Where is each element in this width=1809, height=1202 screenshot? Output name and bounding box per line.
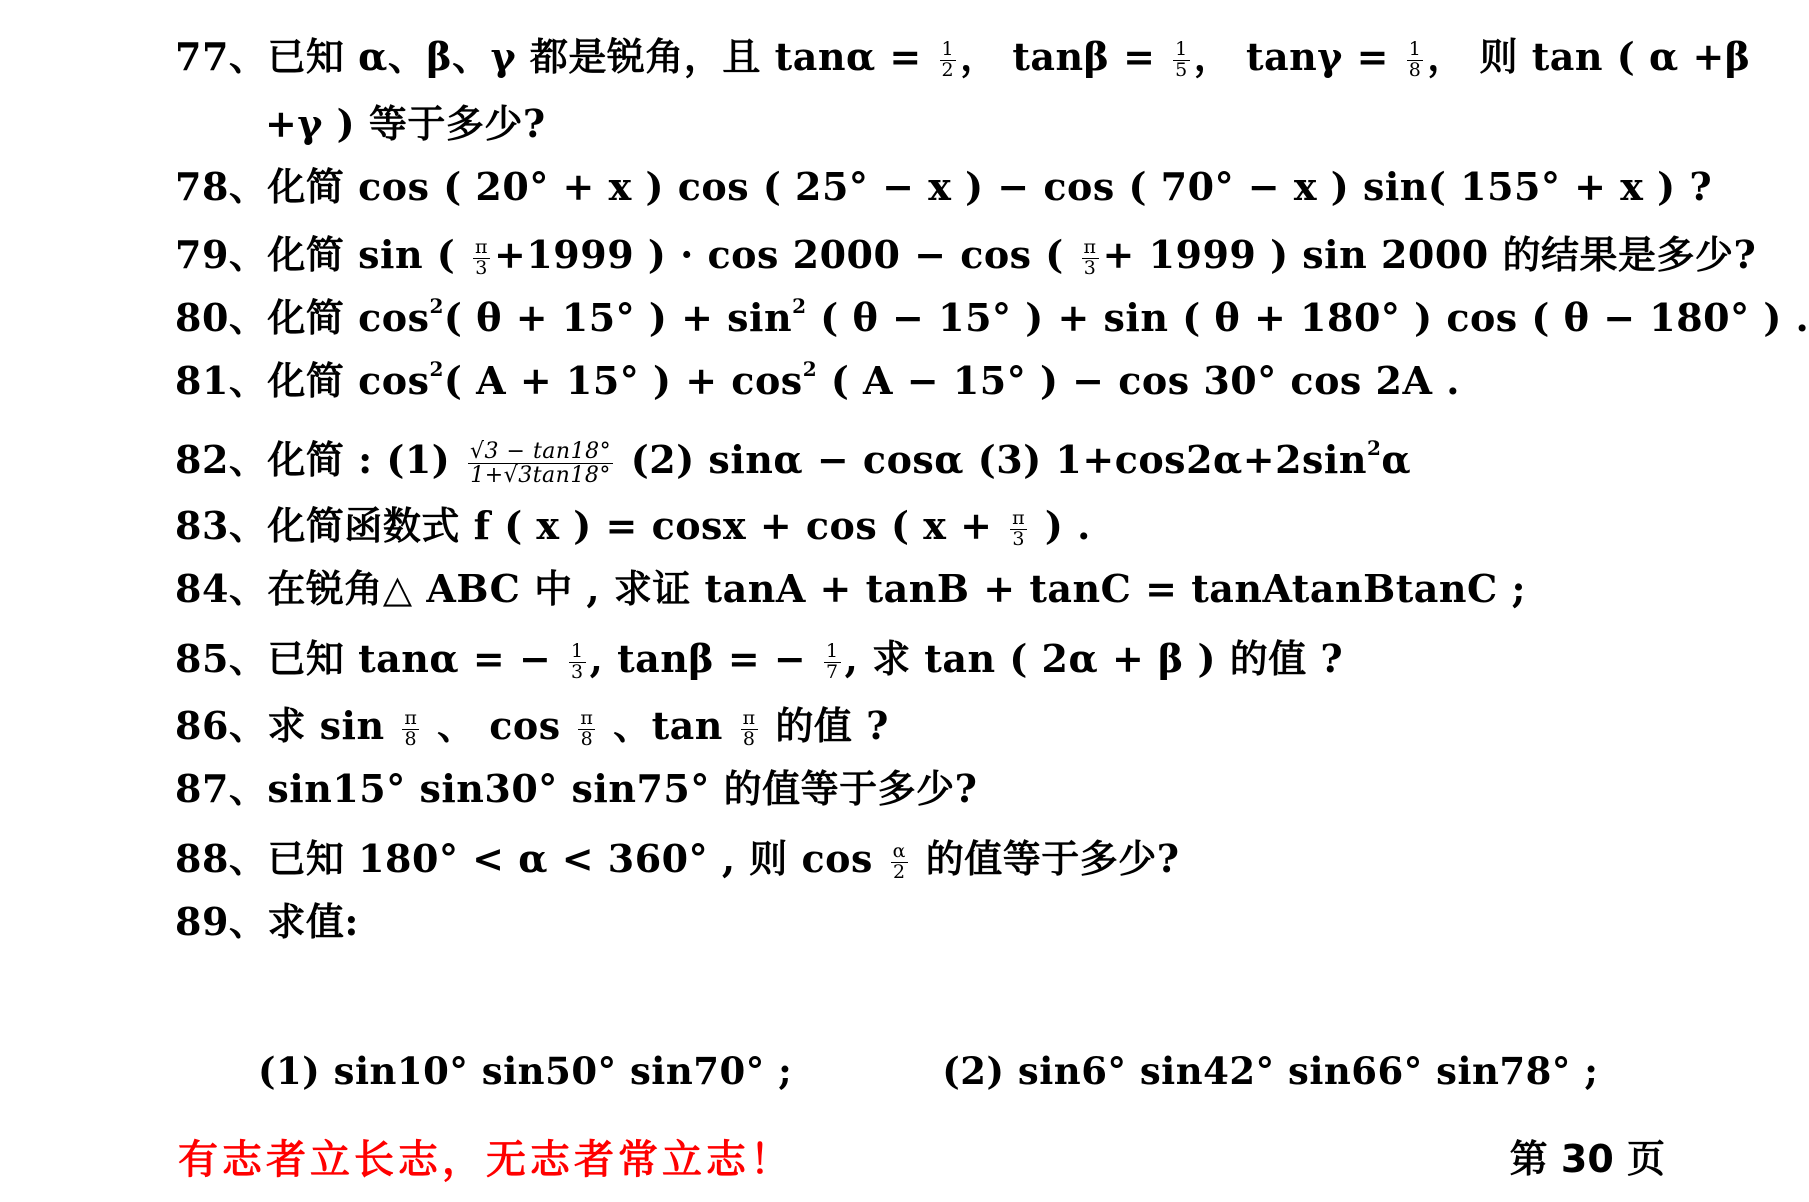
problem-text: α [1381, 437, 1412, 483]
problem-text: sin15° sin30° sin75° 的值等于多少? [267, 766, 978, 811]
fraction-denominator: 3 [571, 661, 584, 683]
problem-text: ) . [1031, 503, 1091, 548]
problem-number: 84、 [175, 566, 268, 611]
problem-text: 的值等于多少? [911, 836, 1180, 881]
problem-number: 86、 [175, 703, 268, 748]
fraction [473, 238, 490, 279]
fraction-numerator: π [1083, 236, 1097, 259]
problem-line [175, 766, 978, 811]
problem-text: ， tanγ = [1193, 34, 1403, 79]
problem-text: 已知 α、β、γ 都是锐角，且 tanα = [267, 34, 936, 79]
fraction [741, 709, 758, 750]
problem-text: , 求 tan ( 2α + β ) 的值 ? [844, 636, 1344, 681]
problem-text: 化简 cos [267, 358, 430, 403]
fraction-numerator: 1 [571, 640, 584, 663]
exponent: 2 [1367, 436, 1382, 461]
problem-text: 化简 sin ( [267, 232, 470, 277]
problem-text: ( θ − 15° ) + sin ( θ + 180° ) cos ( θ − 180° ) . [806, 295, 1809, 340]
problem-continuation: +γ ) 等于多少? [265, 101, 546, 146]
fraction-numerator: π [580, 707, 594, 730]
fraction-denominator: 3 [475, 257, 488, 279]
problem-line [175, 436, 1412, 489]
problem-text: 在锐角△ ABC 中 , 求证 tanA + tanB + tanC = tanAtanBtanC ; [267, 566, 1527, 611]
fraction [824, 642, 841, 683]
fraction-numerator: 1 [941, 38, 955, 61]
problem-89-subparts [258, 1049, 1599, 1093]
exponent: 2 [802, 357, 818, 381]
problem-number: 85、 [175, 636, 268, 681]
problem-line [175, 636, 1344, 683]
problem-text: 已知 180° < α < 360° , 则 cos [267, 836, 887, 881]
footer-motto: 有志者立长志，无志者常立志！ [178, 1136, 794, 1183]
fraction [402, 709, 419, 750]
fraction-denominator: 3 [1012, 528, 1025, 550]
problem-line [175, 357, 1460, 403]
page-number: 第 30 页 [1509, 1137, 1665, 1181]
fraction-numerator: 1 [1408, 38, 1422, 61]
fraction-numerator: α [892, 840, 906, 863]
problem-number: 80、 [175, 295, 268, 340]
fraction-denominator: 1+√3tan18° [470, 463, 611, 489]
subpart-1: (1) sin10° sin50° sin70° ; [258, 1049, 793, 1093]
problem-text: 求值: [267, 899, 359, 944]
fraction-denominator: 2 [941, 59, 955, 81]
problem-text: + 1999 ) sin 2000 的结果是多少? [1102, 232, 1757, 277]
problem-line [175, 836, 1180, 883]
fraction-numerator: √3 − tan18° [470, 439, 612, 464]
problem-text: 化简 : (1) [267, 437, 465, 483]
problem-text: ， tanβ = [960, 34, 1170, 79]
fraction-denominator: 2 [893, 861, 906, 883]
fraction [569, 642, 586, 683]
fraction [578, 709, 595, 750]
problem-text: 的值 ? [761, 703, 889, 748]
fraction-denominator: 8 [580, 728, 594, 750]
fraction-numerator: π [1012, 507, 1026, 530]
problem-text: 求 sin [267, 703, 399, 748]
problem-text: 化简函数式 f ( x ) = cosx + cos ( x + [267, 503, 1007, 548]
problem-line [175, 294, 1809, 340]
exponent: 2 [429, 357, 444, 381]
problem-line [175, 164, 1713, 209]
problem-line [175, 503, 1091, 550]
problem-text: 已知 tanα = − [267, 636, 566, 681]
problem-text: ， 则 tan ( α +β [1427, 34, 1751, 79]
fraction-numerator: 1 [1175, 38, 1188, 61]
problem-number: 88、 [175, 836, 268, 881]
fraction-denominator: 7 [826, 661, 839, 683]
problem-number: 83、 [175, 503, 268, 548]
problem-line [175, 232, 1757, 279]
problem-text: 、tan [599, 703, 737, 748]
fraction-numerator: π [404, 707, 418, 730]
fraction-denominator: 3 [1083, 257, 1097, 279]
subpart-2: (2) sin6° sin42° sin66° sin78° ; [942, 1049, 1599, 1093]
problem-text: ( θ + 15° ) + sin [443, 295, 793, 340]
fraction-numerator: 1 [826, 640, 839, 663]
problem-number: 78、 [175, 164, 268, 209]
problem-number: 82、 [175, 437, 268, 483]
problem-line [175, 703, 889, 750]
fraction-denominator: 8 [742, 728, 756, 750]
problem-text: ( A − 15° ) − cos 30° cos 2A . [817, 358, 1460, 403]
problem-text: (2) sinα − cosα (3) 1+cos2α+2sin [617, 437, 1367, 483]
fraction-denominator: 5 [1175, 59, 1188, 81]
problem-text: ( A + 15° ) + cos [443, 358, 803, 403]
problem-text: 化简 cos [267, 295, 430, 340]
problem-number: 79、 [175, 232, 268, 277]
fraction-numerator: π [742, 707, 756, 730]
fraction [940, 40, 957, 81]
problem-text: , tanβ = − [589, 636, 821, 681]
problem-line [175, 566, 1527, 611]
problem-number: 87、 [175, 766, 268, 811]
exponent: 2 [792, 294, 807, 318]
fraction [1407, 40, 1424, 81]
fraction [1173, 40, 1190, 81]
fraction [468, 440, 613, 487]
fraction-denominator: 8 [1408, 59, 1422, 81]
problem-number: 81、 [175, 358, 268, 403]
problem-number: 77、 [175, 34, 268, 79]
problem-line [175, 34, 1751, 81]
fraction [1082, 238, 1099, 279]
fraction-numerator: π [475, 236, 489, 259]
fraction [1010, 509, 1027, 550]
problem-text: +1999 ) · cos 2000 − cos ( [494, 232, 1078, 277]
fraction-denominator: 8 [404, 728, 418, 750]
problem-line [175, 899, 359, 944]
exponent: 2 [429, 294, 444, 318]
problem-number: 89、 [175, 899, 268, 944]
fraction [891, 842, 908, 883]
problem-text: 化简 cos ( 20° + x ) cos ( 25° − x ) − cos ( 70° − x ) sin( 155° + x ) ? [267, 164, 1713, 209]
problem-text: 、 cos [423, 703, 575, 748]
